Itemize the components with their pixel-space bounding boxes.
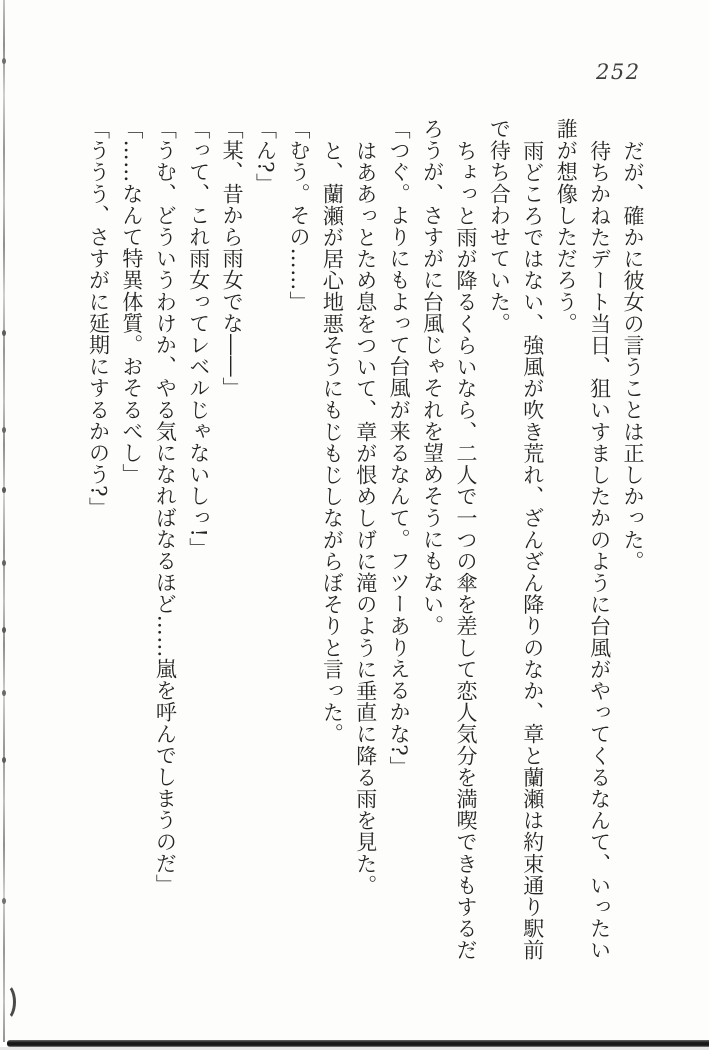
paragraph: 「某、昔から雨女でな――」 (220, 118, 245, 399)
paragraph: 待ちかねたデート当日、狙いすましたかのように台風がやってくるなんて、いったい誰が想像しただろう。 (554, 118, 612, 961)
paragraph: 「って、これ雨女ってレベルじゃないしっ!」 (186, 118, 211, 560)
paragraph: 「ううう、さすがに延期にするかのう?」 (86, 118, 111, 519)
paragraph: 「つぐ。よりにもよって台風が来るなんて。フツーありえるかな?」 (387, 118, 412, 778)
paragraph: 雨どころではない、強風が吹き荒れ、ざんざん降りのなか、章と蘭瀬は約束通り駅前で待ち合わせていた。 (487, 118, 545, 961)
paragraph: 「……なんて特異体質。おそるべし」 (119, 118, 144, 486)
paragraph: だが、確かに彼女の言うことは正しかった。 (621, 140, 645, 572)
page-number: 252 (596, 60, 641, 84)
paragraph: 「うむ、どういうわけか、やる気になればなるほど……嵐を呼んでしまうのだ」 (153, 118, 178, 896)
page-bottom-edge (7, 1040, 709, 1047)
page-edge-scan-line (3, 0, 5, 1042)
paragraph: ちょっと雨が降るくらいなら、二人で一つの傘を差して恋人気分を満喫できもするだろうが、さすがに台風じゃそれを望めそうにもない。 (420, 118, 478, 961)
paragraph: と、蘭瀬が居心地悪そうにもじもじしながらぼそりと言った。 (320, 140, 345, 745)
paragraph: 「ん?」 (253, 118, 278, 195)
scan-smudge-mark (0, 983, 16, 1021)
paragraph: はああっとため息をついて、章が恨めしげに滝のように垂直に降る雨を見た。 (353, 140, 378, 896)
paragraph: 「むう。その……」 (286, 118, 311, 313)
body-text (81, 118, 649, 962)
